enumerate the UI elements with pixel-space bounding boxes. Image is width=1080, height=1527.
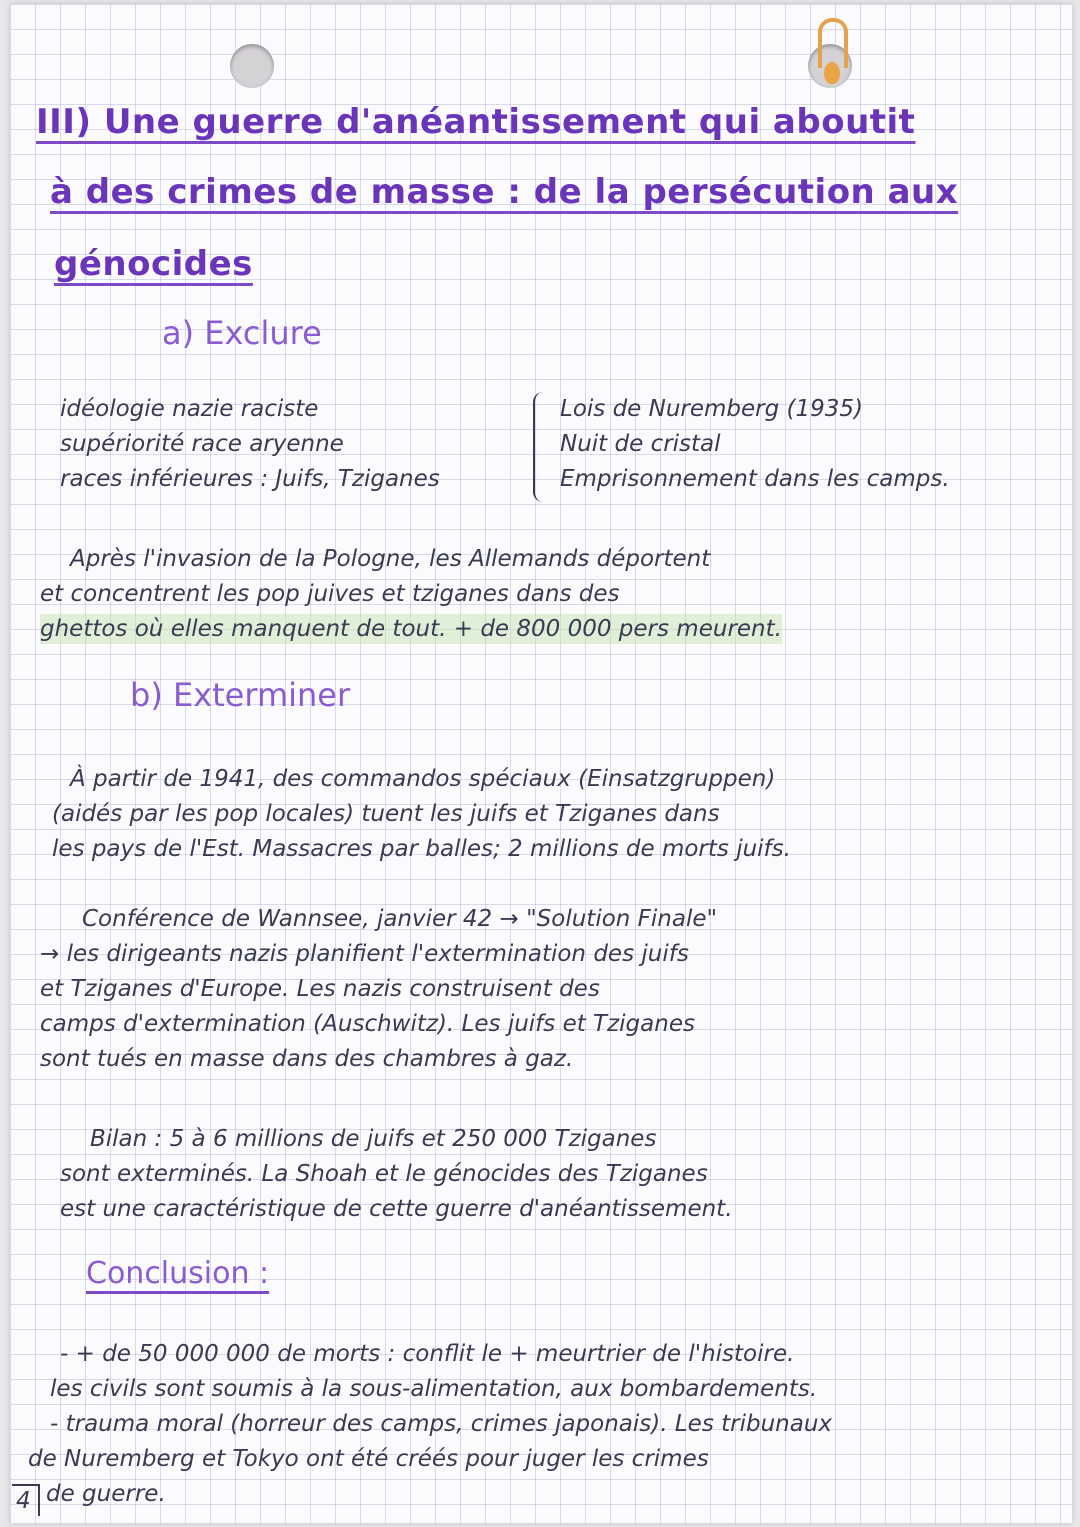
b-p2-line-4: camps d'extermination (Auschwitz). Les juifs et Tziganes (40, 1011, 695, 1037)
b-p3-line-3: est une caractéristique de cette guerre d'anéantissement. (60, 1196, 733, 1222)
b-p2-line-2: → les dirigeants nazis planifient l'extermination des juifs (40, 941, 689, 967)
notebook-page (10, 4, 1072, 1523)
a-right-2: Nuit de cristal (560, 431, 721, 457)
section-a-title: a) Exclure (162, 314, 322, 352)
conclusion-line-3: - trauma moral (horreur des camps, crimes japonais). Les tribunaux (50, 1411, 833, 1437)
b-p2-line-3: et Tziganes d'Europe. Les nazis construisent des (40, 976, 600, 1002)
b-p3-line-1: Bilan : 5 à 6 millions de juifs et 250 000 Tziganes (90, 1126, 657, 1152)
section-b-title: b) Exterminer (130, 676, 351, 714)
page-number-box (12, 1484, 40, 1516)
a-left-2: supériorité race aryenne (60, 431, 344, 457)
conclusion-line-1: - + de 50 000 000 de morts : conflit le + meurtrier de l'histoire. (60, 1341, 795, 1367)
punch-hole-left (230, 44, 274, 88)
a-paragraph-1: Après l'invasion de la Pologne, les Allemands déportent (70, 546, 711, 572)
string-knot (824, 62, 840, 84)
conclusion-line-2: les civils sont soumis à la sous-alimentation, aux bombardements. (50, 1376, 818, 1402)
heading-line-3: génocides (54, 244, 253, 284)
b-p3-line-2: sont exterminés. La Shoah et le génocides des Tziganes (60, 1161, 708, 1187)
b-p2-line-5: sont tués en masse dans des chambres à gaz. (40, 1046, 574, 1072)
heading-line-2: à des crimes de masse : de la persécution aux (50, 172, 959, 212)
conclusion-line-5: de guerre. (46, 1481, 166, 1507)
a-left-3: races inférieures : Juifs, Tziganes (60, 466, 440, 492)
a-left-1: idéologie nazie raciste (60, 396, 319, 422)
conclusion-line-4: de Nuremberg et Tokyo ont été créés pour juger les crimes (28, 1446, 709, 1472)
a-paragraph-3: ghettos où elles manquent de tout. + de 800 000 pers meurent. (40, 616, 782, 642)
b-p1-line-2: (aidés par les pop locales) tuent les juifs et Tziganes dans (52, 801, 720, 827)
curly-brace (533, 392, 549, 502)
page-number: 4 (16, 1488, 31, 1514)
heading-line-1: III) Une guerre d'anéantissement qui aboutit (36, 102, 916, 142)
a-paragraph-2: et concentrent les pop juives et tziganes dans des (40, 581, 620, 607)
string-loop (818, 18, 848, 68)
a-right-3: Emprisonnement dans les camps. (560, 466, 950, 492)
b-p1-line-1: À partir de 1941, des commandos spéciaux (Einsatzgruppen) (70, 766, 776, 792)
conclusion-title: Conclusion : (86, 1256, 270, 1291)
a-right-1: Lois de Nuremberg (1935) (560, 396, 864, 422)
b-p2-line-1: Conférence de Wannsee, janvier 42 → "Solution Finale" (82, 906, 718, 932)
b-p1-line-3: les pays de l'Est. Massacres par balles; 2 millions de morts juifs. (52, 836, 791, 862)
